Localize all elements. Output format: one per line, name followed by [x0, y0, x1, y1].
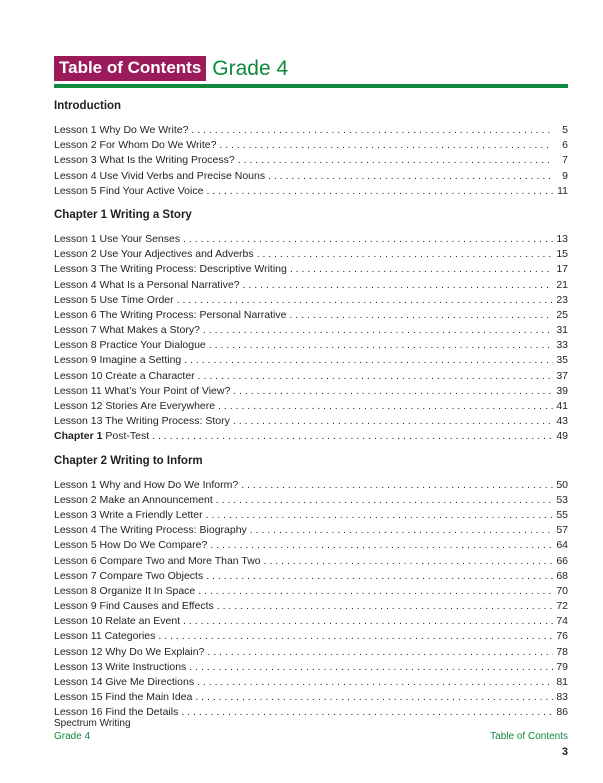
entry-label-text: Post-Test: [102, 430, 150, 443]
toc-entry: [54, 493, 568, 508]
dot-leader: [181, 705, 553, 720]
entry-page: 15: [556, 248, 568, 261]
toc-entry: [54, 169, 568, 184]
dot-leader: [206, 184, 553, 199]
dot-leader: [183, 232, 553, 247]
toc-entry: [54, 384, 568, 399]
section-heading: Chapter 2 Writing to Inform: [54, 454, 203, 467]
toc-entry: [54, 123, 568, 138]
dot-leader: [219, 138, 553, 153]
entry-label: Lesson 11 What’s Your Point of View?: [54, 384, 231, 397]
toc-entry: [54, 705, 568, 720]
entry-page: 76: [556, 630, 568, 643]
header-rule: [54, 84, 568, 88]
toc-entry: [54, 629, 568, 644]
entry-label: Lesson 13 Write Instructions: [54, 660, 187, 673]
entry-label: Lesson 2 Make an Announcement: [54, 493, 213, 506]
toc-entry: [54, 308, 568, 323]
entry-page: 66: [556, 554, 568, 567]
toc-entry: [54, 184, 568, 199]
entry-page: 64: [556, 539, 568, 552]
toc-entry: [54, 614, 568, 629]
entry-label: Lesson 4 The Writing Process: Biography: [54, 524, 247, 537]
entry-page: 57: [556, 524, 568, 537]
dot-leader: [197, 675, 553, 690]
dot-leader: [210, 538, 553, 553]
toc-entry: [54, 599, 568, 614]
table-of-contents: [54, 98, 568, 729]
entry-page: 81: [556, 676, 568, 688]
entry-page: 11: [557, 184, 568, 197]
dot-leader: [250, 523, 553, 538]
entry-label: Lesson 2 For Whom Do We Write?: [54, 139, 217, 152]
dot-leader: [264, 554, 553, 569]
toc-entry: [54, 569, 568, 584]
entry-label-bold: Chapter 1: [54, 430, 103, 443]
entry-page: 83: [556, 691, 568, 704]
entry-page: 31: [556, 324, 568, 337]
entry-label: Lesson 8 Organize It In Space: [54, 584, 196, 597]
toc-entry: [54, 429, 568, 444]
section-heading: Introduction: [54, 100, 122, 112]
dot-leader: [183, 614, 553, 629]
entry-page: 68: [556, 569, 568, 582]
entry-page: 78: [556, 645, 568, 658]
dot-leader: [289, 308, 553, 323]
dot-leader: [238, 153, 553, 168]
entry-label: Lesson 16 Find the Details: [54, 706, 179, 719]
dot-leader: [195, 690, 553, 705]
dot-leader: [268, 169, 553, 184]
entry-page: 13: [556, 232, 568, 245]
toc-entry: [54, 414, 568, 429]
entry-label: Lesson 12 Why Do We Explain?: [54, 645, 205, 658]
entry-label: Lesson 6 The Writing Process: Personal Narrative: [54, 308, 287, 321]
entry-page: 53: [556, 493, 568, 506]
entry-label: Lesson 5 Use Time Order: [54, 293, 174, 306]
toc-entry: [54, 675, 568, 690]
entry-label: Lesson 6 Compare Two and More Than Two: [54, 554, 261, 567]
entry-label: [54, 429, 149, 444]
entry-page: 74: [556, 615, 568, 628]
toc-entry: [54, 508, 568, 523]
entry-page: 6: [562, 139, 568, 152]
toc-entry: [54, 323, 568, 338]
entry-label: Lesson 15 Find the Main Idea: [54, 691, 193, 704]
entry-page: 39: [556, 384, 568, 397]
dot-leader: [158, 629, 553, 644]
dot-leader: [189, 660, 553, 675]
entry-label: Lesson 1 Why Do We Write?: [54, 124, 189, 136]
toc-entry: [54, 232, 568, 247]
entry-page: 9: [562, 169, 568, 182]
entry-label: Lesson 5 Find Your Active Voice: [54, 184, 204, 197]
dot-leader: [191, 123, 553, 138]
entry-page: 21: [556, 278, 568, 291]
entry-label: Lesson 4 What Is a Personal Narrative?: [54, 278, 240, 291]
toc-section: [54, 207, 568, 445]
dot-leader: [203, 323, 553, 338]
dot-leader: [198, 369, 553, 384]
dot-leader: [217, 599, 553, 614]
footer-left: [54, 717, 131, 743]
entry-label: Lesson 7 Compare Two Objects: [54, 569, 204, 582]
toc-entry: [54, 247, 568, 262]
dot-leader: [206, 569, 553, 584]
entry-label: Lesson 14 Give Me Directions: [54, 676, 195, 688]
entry-label: Lesson 10 Relate an Event: [54, 615, 181, 628]
entry-page: 5: [562, 124, 568, 136]
section-heading: Chapter 1 Writing a Story: [54, 208, 192, 221]
dot-leader: [198, 584, 553, 599]
entry-page: 72: [556, 600, 568, 613]
dot-leader: [241, 478, 553, 493]
entry-label: Lesson 1 Use Your Senses: [54, 232, 181, 245]
toc-entry: [54, 153, 568, 168]
dot-leader: [233, 414, 553, 429]
footer-section: Table of Contents: [490, 731, 568, 742]
toc-entry: [54, 554, 568, 569]
entry-page: 50: [556, 478, 568, 491]
entry-page: 33: [556, 339, 568, 352]
dot-leader: [290, 262, 553, 277]
dot-leader: [207, 645, 553, 660]
toc-entry: [54, 399, 568, 414]
entry-page: 7: [562, 154, 568, 167]
toc-entry: [54, 660, 568, 675]
entry-page: 25: [556, 308, 568, 321]
page-number: 3: [561, 746, 568, 758]
dot-leader: [206, 508, 553, 523]
entry-page: 70: [556, 584, 568, 597]
dot-leader: [184, 353, 553, 368]
entry-page: 35: [556, 354, 568, 367]
toc-entry: [54, 262, 568, 277]
entry-label: Lesson 5 How Do We Compare?: [54, 539, 208, 552]
entry-page: 49: [556, 430, 568, 443]
toc-entry: [54, 369, 568, 384]
entry-label: Lesson 3 Write a Friendly Letter: [54, 508, 203, 521]
toc-entry: [54, 338, 568, 353]
entry-page: 86: [556, 706, 568, 719]
entry-label: Lesson 11 Categories: [54, 630, 156, 643]
dot-leader: [152, 429, 553, 444]
entry-label: Lesson 10 Create a Character: [54, 369, 195, 382]
entry-label: Lesson 4 Use Vivid Verbs and Precise Nouns: [54, 169, 266, 182]
entry-page: 79: [556, 660, 568, 673]
entry-label: Lesson 13 The Writing Process: Story: [54, 415, 230, 428]
entry-label: Lesson 7 What Makes a Story?: [54, 324, 200, 337]
dot-leader: [218, 399, 553, 414]
page-header: [54, 56, 288, 81]
entry-label: Lesson 3 The Writing Process: Descriptive Writing: [54, 263, 287, 276]
entry-page: 37: [556, 369, 568, 382]
toc-entry: [54, 523, 568, 538]
toc-entry: [54, 138, 568, 153]
entry-label: Lesson 2 Use Your Adjectives and Adverbs: [54, 248, 254, 261]
dot-leader: [216, 493, 553, 508]
toc-entry: [54, 293, 568, 308]
entry-label: Lesson 9 Find Causes and Effects: [54, 600, 214, 613]
dot-leader: [257, 247, 553, 262]
entry-label: Lesson 8 Practice Your Dialogue: [54, 339, 206, 352]
entry-page: 23: [556, 293, 568, 306]
entry-page: 55: [556, 508, 568, 521]
entry-page: 17: [556, 263, 568, 276]
toc-entry: [54, 645, 568, 660]
page-title: Table of Contents: [54, 56, 206, 81]
toc-entry: [54, 584, 568, 599]
dot-leader: [209, 338, 553, 353]
grade-label: Grade 4: [212, 56, 289, 80]
toc-section: [54, 98, 568, 199]
toc-section: [54, 453, 568, 721]
entry-page: 41: [556, 400, 568, 412]
entry-page: 43: [556, 415, 568, 428]
footer-grade: Grade 4: [54, 731, 91, 742]
entry-label: Lesson 3 What Is the Writing Process?: [54, 154, 235, 167]
toc-entry: [54, 538, 568, 553]
entry-label: Lesson 9 Imagine a Setting: [54, 354, 182, 367]
dot-leader: [233, 384, 553, 399]
toc-entry: [54, 690, 568, 705]
entry-label: Lesson 12 Stories Are Everywhere: [54, 400, 216, 412]
toc-entry: [54, 353, 568, 368]
toc-entry: [54, 278, 568, 293]
toc-entry: [54, 478, 568, 493]
dot-leader: [177, 293, 553, 308]
entry-label: Lesson 1 Why and How Do We Inform?: [54, 478, 239, 491]
dot-leader: [243, 278, 553, 293]
footer-series: Spectrum Writing: [54, 718, 131, 729]
